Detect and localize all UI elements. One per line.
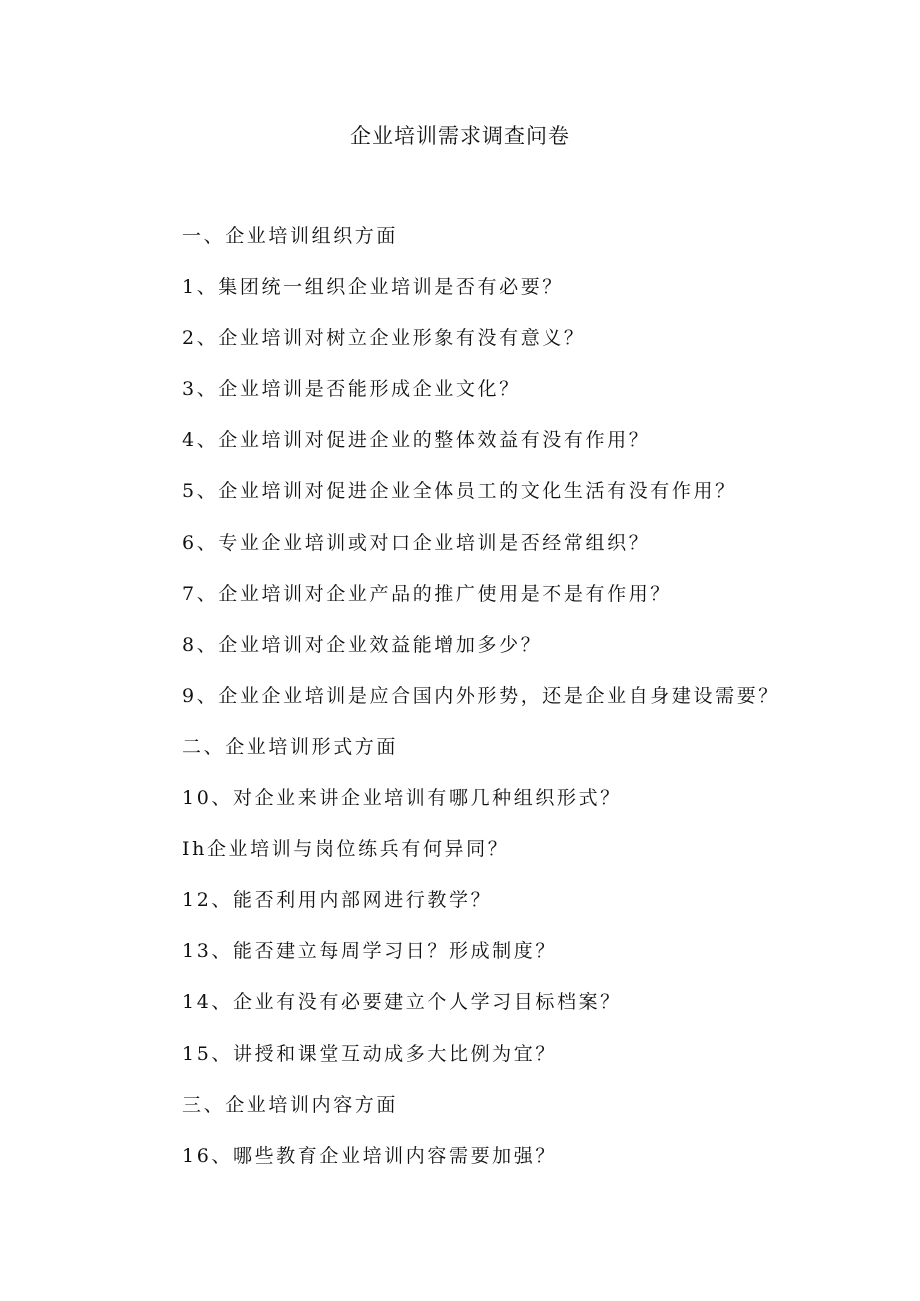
question-12: 12、能否利用内部网进行教学？ — [182, 889, 493, 912]
section-heading-organization: 一、企业培训组织方面 — [182, 225, 399, 247]
question-8: 8、企业培训对企业效益能增加多少？ — [182, 633, 543, 656]
document-title: 企业培训需求调查问卷 — [350, 124, 570, 148]
question-9: 9、企业企业培训是应合国内外形势，还是企业自身建设需要？ — [182, 684, 780, 707]
question-15: 15、讲授和课堂互动成多大比例为宜？ — [182, 1042, 557, 1065]
question-11: Ih企业培训与岗位练兵有何异同？ — [182, 838, 510, 861]
question-1: 1、集团统一组织企业培训是否有必要？ — [182, 276, 564, 299]
question-7: 7、企业培训对企业产品的推广使用是不是有作用？ — [182, 582, 672, 605]
question-5: 5、企业培训对促进企业全体员工的文化生活有没有作用？ — [182, 480, 737, 503]
question-13: 13、能否建立每周学习日？形成制度？ — [182, 940, 557, 963]
question-2: 2、企业培训对树立企业形象有没有意义？ — [182, 327, 586, 350]
question-4: 4、企业培训对促进企业的整体效益有没有作用？ — [182, 429, 651, 452]
question-list — [182, 222, 882, 1193]
question-6: 6、专业企业培训或对口企业培训是否经常组织？ — [182, 531, 651, 554]
question-3: 3、企业培训是否能形成企业文化？ — [182, 378, 521, 401]
section-heading-content: 三、企业培训内容方面 — [182, 1093, 399, 1116]
section-heading-format: 二、企业培训形式方面 — [182, 735, 399, 758]
question-14: 14、企业有没有必要建立个人学习目标档案？ — [182, 991, 622, 1014]
question-10: 10、对企业来讲企业培训有哪几种组织形式？ — [182, 787, 622, 810]
question-16: 16、哪些教育企业培训内容需要加强？ — [182, 1144, 557, 1167]
